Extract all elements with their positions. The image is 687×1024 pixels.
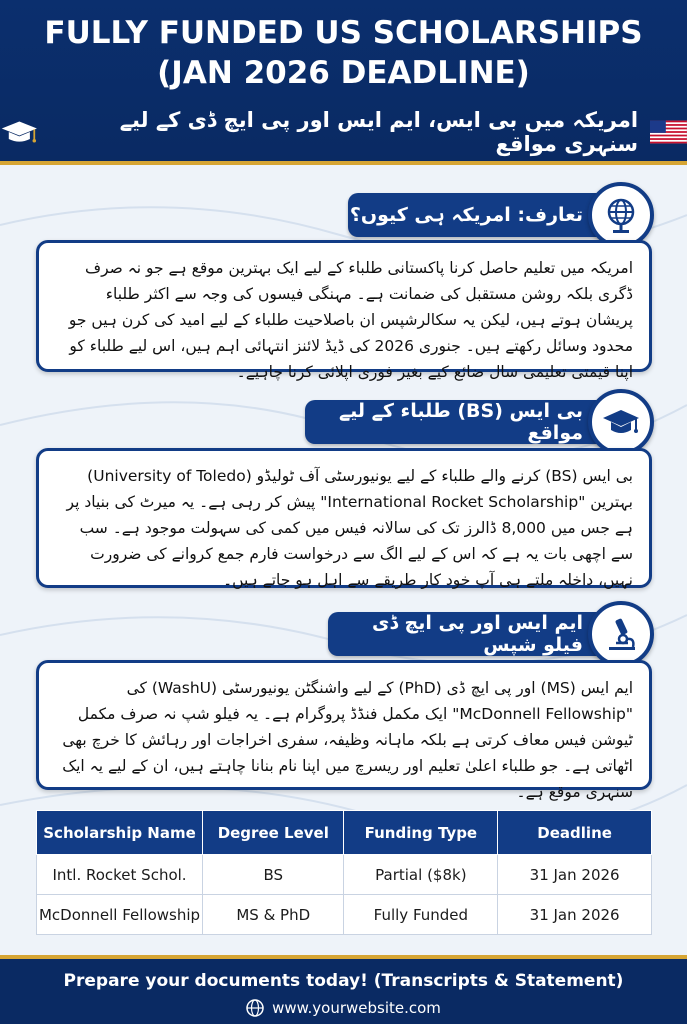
section-heading-text: تعارف: امریکہ ہی کیوں؟ xyxy=(349,204,583,226)
section-body-text: بی ایس (BS) کرنے والے طلباء کے لیے یونیورسٹی آف ٹولیڈو (University of Toledo) بہترین "International Rocket Scholarship" پیش کر رہی ہے۔ یہ میرٹ کی بنیاد پر ہے جس میں 8,000 ڈالرز تک کی سالانہ فیس میں کمی کی سہولت موجود ہے۔ سب سے اچھی بات یہ ہے کہ اس کے لیے الگ سے درخواست فارم جمع کروانے کی ضرورت نہیں، داخلہ ملتے ہی آپ خود کار طریقے سے اہل ہو جاتے ہیں۔ xyxy=(66,467,633,589)
website-link[interactable]: www.yourwebsite.com xyxy=(272,999,441,1017)
table-cell: McDonnell Fellowship xyxy=(37,895,203,935)
table-row xyxy=(37,855,652,895)
section-card-bs xyxy=(36,448,652,588)
section-heading-bs xyxy=(305,400,603,444)
section-heading-text: بی ایس (BS) طلباء کے لیے مواقع xyxy=(339,400,583,444)
footer-cta: Prepare your documents today! (Transcripts & Statement) xyxy=(63,971,624,991)
table-cell: Fully Funded xyxy=(344,895,498,935)
microscope-icon xyxy=(588,601,654,667)
section-heading-text: ایم ایس اور پی ایچ ڈی فیلو شپس xyxy=(372,612,583,656)
table-cell: Intl. Rocket Schol. xyxy=(37,855,203,895)
globe-icon xyxy=(588,182,654,248)
footer-banner xyxy=(0,955,687,1024)
table-cell: BS xyxy=(203,855,344,895)
section-body-text: ایم ایس (MS) اور پی ایچ ڈی (PhD) کے لیے واشنگٹن یونیورسٹی (WashU) کی "McDonnell Fellowship" ایک مکمل فنڈڈ پروگرام ہے۔ یہ فیلو شپ نہ صرف مکمل ٹیوشن فیس معاف کرتی ہے بلکہ ماہانہ وظیفہ، سفری اخراجات اور رہائش کا خرچ بھی اٹھاتی ہے۔ جو طلباء اعلیٰ تعلیم اور ریسرچ میں اپنا نام بنانا چاہتے ہیں، ان کے لیے یہ ایک سنہری موقع ہے۔ xyxy=(62,679,633,801)
table-row xyxy=(37,895,652,935)
title-line2: (JAN 2026 DEADLINE) xyxy=(157,55,530,91)
graduation-cap-icon xyxy=(0,117,39,147)
column-header: Deadline xyxy=(498,811,652,855)
column-header: Degree Level xyxy=(203,811,344,855)
section-heading-intro xyxy=(348,193,603,237)
table-cell: 31 Jan 2026 xyxy=(498,895,652,935)
table-cell: Partial ($8k) xyxy=(344,855,498,895)
website-row[interactable] xyxy=(0,999,687,1017)
table-cell: MS & PhD xyxy=(203,895,344,935)
section-heading-ms-phd xyxy=(328,612,603,656)
globe-icon xyxy=(246,999,264,1017)
title-line1: FULLY FUNDED US SCHOLARSHIPS xyxy=(44,15,643,51)
column-header: Scholarship Name xyxy=(37,811,203,855)
header-banner xyxy=(0,0,687,165)
us-flag-icon xyxy=(650,119,687,145)
subtitle-row xyxy=(0,108,687,156)
subtitle-urdu: امریکہ میں بی ایس، ایم ایس اور پی ایچ ڈی کے لیے سنہری مواقع xyxy=(119,108,639,156)
section-card-intro xyxy=(36,240,652,381)
scholarship-table xyxy=(36,810,652,935)
graduation-cap-icon xyxy=(588,389,654,455)
column-header: Funding Type xyxy=(344,811,498,855)
table-header-row xyxy=(37,811,652,855)
section-card-ms-phd xyxy=(36,660,652,801)
table-cell: 31 Jan 2026 xyxy=(498,855,652,895)
section-body-text: امریکہ میں تعلیم حاصل کرنا پاکستانی طلباء کے لیے ایک بہترین موقع ہے جو نہ صرف ڈگری بلکہ روشن مستقبل کی ضمانت ہے۔ مہنگی فیسوں کی وجہ سے اکثر طلباء پریشان ہوتے ہیں، لیکن یہ سکالرشپس ان باصلاحیت طلباء کے لیے امید کی کرن ہیں جو محدود وسائل رکھتے ہیں۔ جنوری 2026 کی ڈیڈ لائنز انتہائی اہم ہیں، اس لیے طلباء کو اپنا قیمتی تعلیمی سال ضائع کیے بغیر فوری اپلائی کرنا چاہیے۔ xyxy=(68,259,633,381)
